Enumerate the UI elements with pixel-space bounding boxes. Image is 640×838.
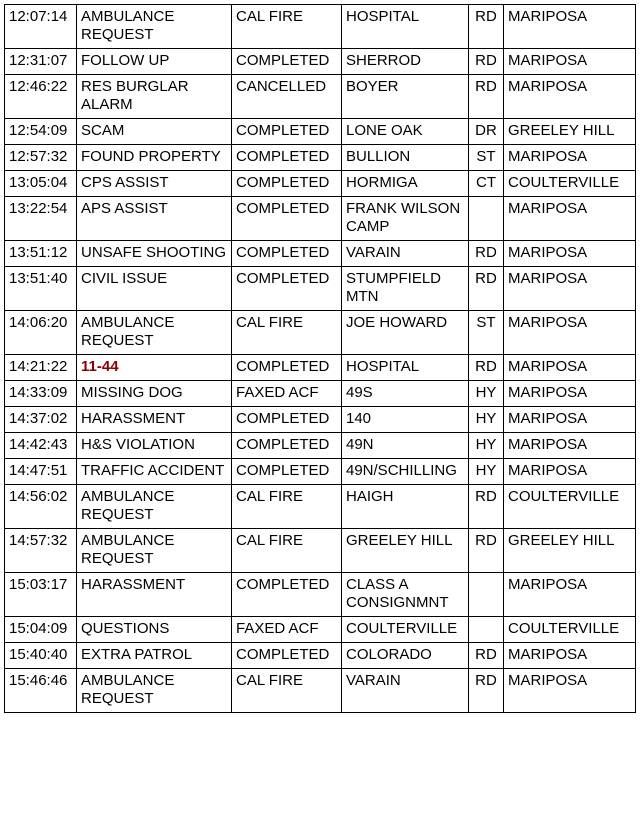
street-suffix-text: HY: [475, 436, 497, 453]
street-text: GREELEY HILL: [346, 532, 453, 549]
call-type-text: FOLLOW UP: [81, 52, 170, 69]
time-text: 14:47:51: [9, 462, 68, 479]
disposition-cell: [232, 669, 342, 713]
disposition-text: COMPLETED: [236, 358, 330, 375]
street-text: 49N/SCHILLING: [346, 462, 457, 479]
disposition-text: COMPLETED: [236, 436, 330, 453]
disposition-text: CAL FIRE: [236, 532, 303, 549]
disposition-cell: [232, 485, 342, 529]
street-cell: [342, 5, 469, 49]
time-text: 12:54:09: [9, 122, 68, 139]
street-suffix-cell: [469, 5, 504, 49]
city-cell: [504, 381, 636, 407]
street-suffix-text: HY: [475, 384, 497, 401]
call-type-text: AMBULANCE REQUEST: [81, 8, 175, 43]
city-text: GREELEY HILL: [508, 532, 615, 549]
street-text: FRANK WILSON CAMP: [346, 200, 461, 235]
disposition-cell: [232, 267, 342, 311]
city-text: MARIPOSA: [508, 410, 588, 427]
disposition-cell: [232, 617, 342, 643]
time-text: 12:46:22: [9, 78, 68, 95]
street-suffix-cell: [469, 267, 504, 311]
call-type-cell: [77, 617, 232, 643]
table-row: [5, 5, 636, 49]
disposition-cell: [232, 75, 342, 119]
table-row: [5, 529, 636, 573]
street-suffix-text: RD: [475, 270, 497, 287]
time-cell: [5, 241, 77, 267]
street-suffix-cell: [469, 617, 504, 643]
call-type-cell: [77, 643, 232, 669]
table-row: [5, 197, 636, 241]
table-row: [5, 49, 636, 75]
call-type-text: 11-44: [81, 358, 119, 375]
time-text: 14:37:02: [9, 410, 68, 427]
street-suffix-cell: [469, 381, 504, 407]
disposition-cell: [232, 49, 342, 75]
disposition-text: COMPLETED: [236, 148, 330, 165]
time-text: 14:21:22: [9, 358, 68, 375]
street-cell: [342, 433, 469, 459]
disposition-cell: [232, 145, 342, 171]
city-cell: [504, 485, 636, 529]
call-log-table: [4, 4, 636, 713]
street-suffix-text: RD: [475, 8, 497, 25]
time-text: 13:51:12: [9, 244, 68, 261]
call-type-cell: [77, 197, 232, 241]
disposition-text: FAXED ACF: [236, 384, 319, 401]
disposition-cell: [232, 355, 342, 381]
city-text: MARIPOSA: [508, 200, 588, 217]
time-text: 14:42:43: [9, 436, 68, 453]
street-cell: [342, 267, 469, 311]
time-cell: [5, 643, 77, 669]
city-cell: [504, 355, 636, 381]
disposition-cell: [232, 407, 342, 433]
time-text: 12:07:14: [9, 8, 68, 25]
time-text: 14:57:32: [9, 532, 68, 549]
street-text: HAIGH: [346, 488, 394, 505]
call-type-text: FOUND PROPERTY: [81, 148, 221, 165]
street-suffix-cell: [469, 529, 504, 573]
disposition-text: COMPLETED: [236, 270, 330, 287]
time-cell: [5, 49, 77, 75]
disposition-text: COMPLETED: [236, 576, 330, 593]
city-text: MARIPOSA: [508, 358, 588, 375]
city-cell: [504, 197, 636, 241]
street-text: HOSPITAL: [346, 8, 420, 25]
street-suffix-text: RD: [475, 532, 497, 549]
call-type-text: SCAM: [81, 122, 125, 139]
street-suffix-cell: [469, 197, 504, 241]
disposition-cell: [232, 311, 342, 355]
street-text: SHERROD: [346, 52, 422, 69]
table-row: [5, 145, 636, 171]
disposition-cell: [232, 433, 342, 459]
table-row: [5, 433, 636, 459]
disposition-cell: [232, 197, 342, 241]
city-text: COULTERVILLE: [508, 174, 620, 191]
time-cell: [5, 119, 77, 145]
call-type-cell: [77, 241, 232, 267]
city-cell: [504, 529, 636, 573]
disposition-cell: [232, 241, 342, 267]
city-text: MARIPOSA: [508, 646, 588, 663]
street-suffix-cell: [469, 241, 504, 267]
street-text: 49N: [346, 436, 374, 453]
city-cell: [504, 119, 636, 145]
time-cell: [5, 145, 77, 171]
city-cell: [504, 267, 636, 311]
disposition-text: FAXED ACF: [236, 620, 319, 637]
disposition-cell: [232, 459, 342, 485]
city-text: COULTERVILLE: [508, 620, 620, 637]
street-suffix-cell: [469, 485, 504, 529]
street-cell: [342, 311, 469, 355]
time-cell: [5, 311, 77, 355]
time-text: 15:40:40: [9, 646, 68, 663]
table-row: [5, 119, 636, 145]
street-suffix-cell: [469, 119, 504, 145]
call-type-cell: [77, 311, 232, 355]
street-cell: [342, 381, 469, 407]
time-cell: [5, 669, 77, 713]
time-text: 14:56:02: [9, 488, 68, 505]
street-text: BOYER: [346, 78, 399, 95]
city-text: GREELEY HILL: [508, 122, 615, 139]
call-type-cell: [77, 145, 232, 171]
time-text: 14:06:20: [9, 314, 68, 331]
disposition-text: CAL FIRE: [236, 672, 303, 689]
time-text: 15:46:46: [9, 672, 68, 689]
time-cell: [5, 267, 77, 311]
call-type-cell: [77, 407, 232, 433]
street-suffix-text: DR: [475, 122, 497, 139]
street-text: STUMPFIELD MTN: [346, 270, 442, 305]
table-row: [5, 643, 636, 669]
disposition-cell: [232, 529, 342, 573]
time-cell: [5, 459, 77, 485]
street-suffix-cell: [469, 407, 504, 433]
time-cell: [5, 75, 77, 119]
street-text: COLORADO: [346, 646, 432, 663]
call-type-text: AMBULANCE REQUEST: [81, 532, 175, 567]
call-type-text: H&S VIOLATION: [81, 436, 195, 453]
street-text: VARAIN: [346, 244, 401, 261]
time-cell: [5, 355, 77, 381]
street-suffix-text: CT: [476, 174, 496, 191]
table-row: [5, 75, 636, 119]
disposition-text: CANCELLED: [236, 78, 327, 95]
street-cell: [342, 355, 469, 381]
disposition-cell: [232, 573, 342, 617]
table-row: [5, 311, 636, 355]
city-text: MARIPOSA: [508, 436, 588, 453]
disposition-text: COMPLETED: [236, 52, 330, 69]
call-type-cell: [77, 485, 232, 529]
street-cell: [342, 573, 469, 617]
street-text: VARAIN: [346, 672, 401, 689]
street-text: HOSPITAL: [346, 358, 420, 375]
disposition-text: CAL FIRE: [236, 488, 303, 505]
city-cell: [504, 49, 636, 75]
table-row: [5, 267, 636, 311]
time-text: 15:03:17: [9, 576, 68, 593]
disposition-cell: [232, 5, 342, 49]
city-text: MARIPOSA: [508, 244, 588, 261]
street-suffix-text: RD: [475, 646, 497, 663]
call-type-cell: [77, 433, 232, 459]
city-cell: [504, 573, 636, 617]
table-row: [5, 573, 636, 617]
time-cell: [5, 529, 77, 573]
disposition-text: CAL FIRE: [236, 314, 303, 331]
street-suffix-cell: [469, 49, 504, 75]
city-text: MARIPOSA: [508, 462, 588, 479]
call-type-text: AMBULANCE REQUEST: [81, 314, 175, 349]
city-cell: [504, 241, 636, 267]
street-text: JOE HOWARD: [346, 314, 448, 331]
table-row: [5, 617, 636, 643]
street-suffix-text: HY: [475, 462, 497, 479]
street-text: COULTERVILLE: [346, 620, 458, 637]
call-type-text: HARASSMENT: [81, 410, 186, 427]
street-cell: [342, 119, 469, 145]
disposition-text: CAL FIRE: [236, 8, 303, 25]
street-suffix-cell: [469, 355, 504, 381]
street-cell: [342, 617, 469, 643]
disposition-text: COMPLETED: [236, 462, 330, 479]
city-cell: [504, 5, 636, 49]
call-type-text: QUESTIONS: [81, 620, 170, 637]
city-cell: [504, 311, 636, 355]
street-suffix-cell: [469, 311, 504, 355]
city-text: MARIPOSA: [508, 314, 588, 331]
street-text: HORMIGA: [346, 174, 418, 191]
street-cell: [342, 75, 469, 119]
city-cell: [504, 459, 636, 485]
disposition-cell: [232, 643, 342, 669]
street-suffix-text: HY: [475, 410, 497, 427]
street-suffix-cell: [469, 145, 504, 171]
city-cell: [504, 433, 636, 459]
city-text: COULTERVILLE: [508, 488, 620, 505]
time-text: 13:05:04: [9, 174, 68, 191]
time-text: 14:33:09: [9, 384, 68, 401]
street-cell: [342, 407, 469, 433]
street-cell: [342, 49, 469, 75]
street-suffix-text: RD: [475, 52, 497, 69]
street-suffix-text: ST: [476, 148, 496, 165]
city-cell: [504, 617, 636, 643]
call-type-cell: [77, 171, 232, 197]
call-type-text: MISSING DOG: [81, 384, 183, 401]
call-type-text: CPS ASSIST: [81, 174, 169, 191]
time-text: 12:57:32: [9, 148, 68, 165]
call-type-cell: [77, 267, 232, 311]
call-type-text: UNSAFE SHOOTING: [81, 244, 227, 261]
call-type-cell: [77, 49, 232, 75]
table-row: [5, 407, 636, 433]
call-type-cell: [77, 529, 232, 573]
street-cell: [342, 485, 469, 529]
street-cell: [342, 171, 469, 197]
street-cell: [342, 529, 469, 573]
street-suffix-text: RD: [475, 244, 497, 261]
time-text: 13:22:54: [9, 200, 68, 217]
disposition-text: COMPLETED: [236, 200, 330, 217]
disposition-text: COMPLETED: [236, 122, 330, 139]
street-text: BULLION: [346, 148, 411, 165]
city-cell: [504, 407, 636, 433]
street-cell: [342, 643, 469, 669]
street-cell: [342, 669, 469, 713]
street-text: 140: [346, 410, 372, 427]
street-cell: [342, 197, 469, 241]
disposition-text: COMPLETED: [236, 244, 330, 261]
city-text: MARIPOSA: [508, 384, 588, 401]
city-text: MARIPOSA: [508, 148, 588, 165]
city-cell: [504, 145, 636, 171]
call-log-body: [5, 5, 636, 713]
time-cell: [5, 617, 77, 643]
call-type-cell: [77, 355, 232, 381]
time-cell: [5, 197, 77, 241]
street-suffix-text: ST: [476, 314, 496, 331]
table-row: [5, 459, 636, 485]
disposition-text: COMPLETED: [236, 410, 330, 427]
city-cell: [504, 643, 636, 669]
call-type-text: AMBULANCE REQUEST: [81, 672, 175, 707]
street-suffix-cell: [469, 643, 504, 669]
city-text: MARIPOSA: [508, 270, 588, 287]
street-suffix-cell: [469, 75, 504, 119]
street-suffix-text: RD: [475, 488, 497, 505]
time-text: 15:04:09: [9, 620, 68, 637]
table-row: [5, 485, 636, 529]
call-type-text: EXTRA PATROL: [81, 646, 193, 663]
table-row: [5, 171, 636, 197]
street-cell: [342, 241, 469, 267]
time-cell: [5, 5, 77, 49]
street-text: 49S: [346, 384, 373, 401]
disposition-text: COMPLETED: [236, 646, 330, 663]
street-suffix-cell: [469, 573, 504, 617]
disposition-cell: [232, 171, 342, 197]
time-text: 12:31:07: [9, 52, 68, 69]
call-type-text: APS ASSIST: [81, 200, 168, 217]
call-type-cell: [77, 119, 232, 145]
call-type-cell: [77, 459, 232, 485]
street-suffix-cell: [469, 459, 504, 485]
call-type-text: AMBULANCE REQUEST: [81, 488, 175, 523]
city-text: MARIPOSA: [508, 78, 588, 95]
table-row: [5, 669, 636, 713]
call-type-cell: [77, 75, 232, 119]
city-text: MARIPOSA: [508, 672, 588, 689]
time-cell: [5, 485, 77, 529]
time-text: 13:51:40: [9, 270, 68, 287]
city-cell: [504, 75, 636, 119]
call-type-cell: [77, 5, 232, 49]
call-type-cell: [77, 669, 232, 713]
table-row: [5, 381, 636, 407]
city-cell: [504, 669, 636, 713]
call-type-cell: [77, 573, 232, 617]
time-cell: [5, 573, 77, 617]
call-type-cell: [77, 381, 232, 407]
call-type-text: TRAFFIC ACCIDENT: [81, 462, 225, 479]
time-cell: [5, 433, 77, 459]
city-text: MARIPOSA: [508, 52, 588, 69]
street-suffix-text: RD: [475, 672, 497, 689]
city-cell: [504, 171, 636, 197]
disposition-cell: [232, 119, 342, 145]
street-cell: [342, 145, 469, 171]
call-type-text: RES BURGLAR ALARM: [81, 78, 189, 113]
city-text: MARIPOSA: [508, 576, 588, 593]
table-row: [5, 241, 636, 267]
disposition-text: COMPLETED: [236, 174, 330, 191]
city-text: MARIPOSA: [508, 8, 588, 25]
time-cell: [5, 381, 77, 407]
street-suffix-cell: [469, 669, 504, 713]
call-type-text: HARASSMENT: [81, 576, 186, 593]
disposition-cell: [232, 381, 342, 407]
table-row: [5, 355, 636, 381]
street-text: LONE OAK: [346, 122, 423, 139]
street-suffix-text: RD: [475, 358, 497, 375]
street-text: CLASS A CONSIGNMNT: [346, 576, 449, 611]
street-suffix-cell: [469, 433, 504, 459]
time-cell: [5, 407, 77, 433]
street-cell: [342, 459, 469, 485]
time-cell: [5, 171, 77, 197]
call-type-text: CIVIL ISSUE: [81, 270, 168, 287]
street-suffix-cell: [469, 171, 504, 197]
street-suffix-text: RD: [475, 78, 497, 95]
